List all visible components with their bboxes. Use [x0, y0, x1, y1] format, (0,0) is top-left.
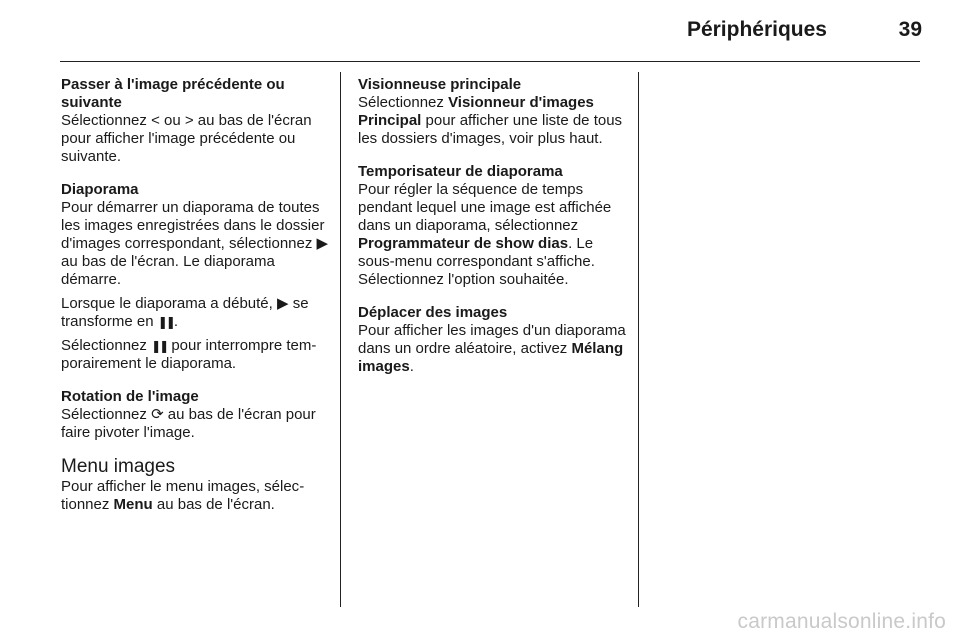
- section-heading: Temporisateur de diaporama: [358, 163, 563, 180]
- section-slideshow-timer: [358, 163, 630, 289]
- next-icon: >: [184, 112, 194, 129]
- paragraph: Pour démarrer un diaporama de toutes les images enregistrées dans le dossier d'images correspondant, sélectionnez ▶ au bas de l'écran. Le diaporama démarre.: [61, 199, 329, 288]
- bold-term: Menu: [113, 496, 153, 513]
- paragraph: Sélectionnez ⟳ au bas de l'écran pour faire pivoter l'image.: [61, 406, 316, 441]
- section-slideshow: [61, 181, 329, 373]
- page-number: 39: [898, 18, 922, 41]
- rotate-icon: ⟳: [151, 406, 164, 423]
- play-icon: ▶: [276, 295, 289, 312]
- page-title: Périphériques: [686, 18, 827, 41]
- section-heading: Déplacer des images: [358, 304, 508, 321]
- pause-icon: ❚❚: [151, 339, 168, 353]
- previous-icon: <: [151, 112, 160, 129]
- section-heading: Diaporama: [61, 181, 139, 198]
- section-previous-next: [61, 76, 329, 166]
- column-divider-right: [638, 72, 639, 607]
- section-rotation: [61, 388, 329, 442]
- paragraph: Pour afficher le menu images, sélectionnez Menu au bas de l'écran.: [61, 478, 305, 513]
- bold-term: Visionneur d'images Principal: [358, 94, 594, 129]
- paragraph: Sélectionnez < ou > au bas de l'écran pour afficher l'image précédente ou suivante.: [61, 112, 312, 165]
- paragraph: Pour régler la séquence de temps pendant lequel une image est affichée dans un diaporama, sélectionnez Programmateur de show dias. Le sous-menu correspondant s'affiche. Sélectionnez l'option souhaitée.: [358, 181, 612, 288]
- paragraph: Sélectionnez ❚❚ pour interrompre temporairement le diaporama.: [61, 337, 317, 372]
- bold-term: Mélang images: [358, 340, 624, 375]
- section-heading: Menu images: [61, 456, 176, 477]
- section-heading: Passer à l'image précédente ou suivante: [61, 76, 285, 111]
- pause-icon: ❚❚: [157, 315, 174, 329]
- column-divider-left: [340, 72, 341, 607]
- paragraph: Lorsque le diaporama a débuté, ▶ se transforme en ❚❚.: [61, 295, 309, 330]
- section-menu-images: [61, 457, 329, 514]
- column-middle: [358, 76, 630, 391]
- column-left: [61, 76, 329, 529]
- section-heading: Visionneuse principale: [358, 76, 522, 93]
- watermark: carmanualsonline.info: [737, 610, 946, 633]
- section-heading: Rotation de l'image: [61, 388, 199, 405]
- paragraph: Sélectionnez Visionneur d'images Principal pour afficher une liste de tous les dossiers d'images, voir plus haut.: [358, 94, 623, 147]
- header-rule: [60, 61, 920, 62]
- section-main-viewer: [358, 76, 630, 148]
- section-shuffle-images: [358, 304, 630, 376]
- play-icon: ▶: [316, 235, 329, 252]
- bold-term: Programmateur de show dias: [358, 235, 569, 252]
- paragraph: Pour afficher les images d'un diaporama dans un ordre aléatoire, activez Mélang images.: [358, 322, 626, 375]
